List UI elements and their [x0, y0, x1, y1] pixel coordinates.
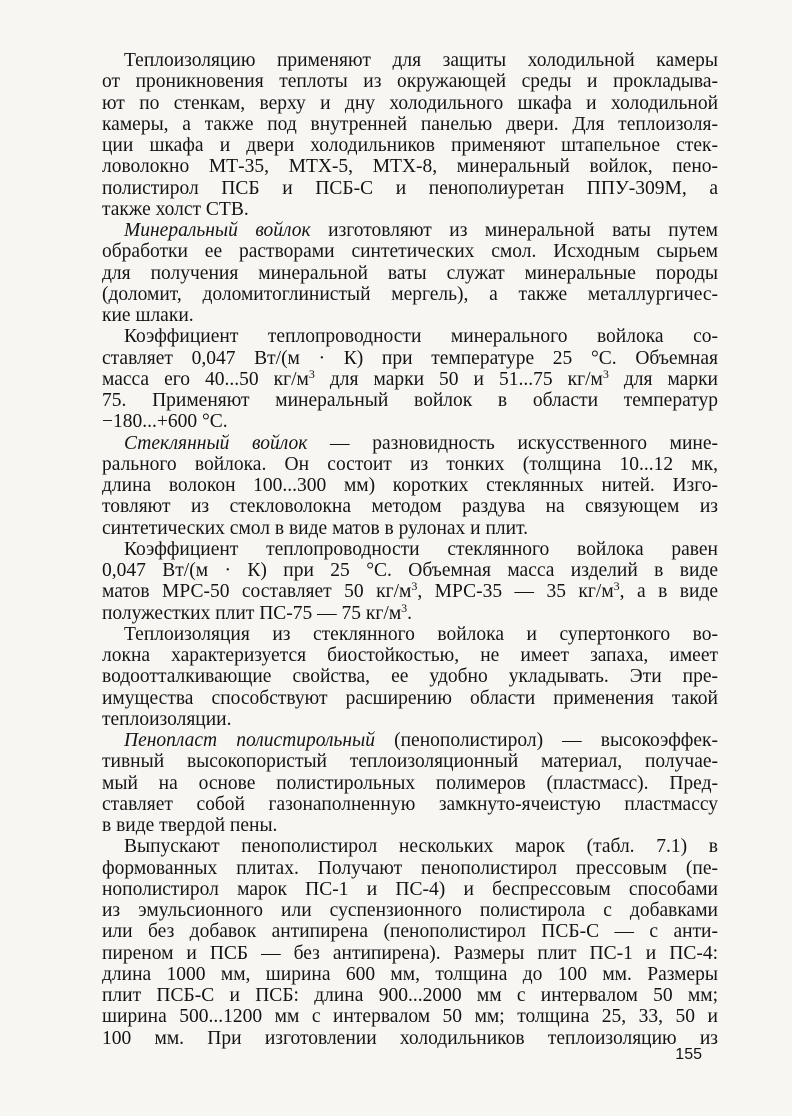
text-line: Теплоизоляция из стеклянного войлока и супертонкого во- — [124, 623, 718, 645]
text-line: тивный высокопористый теплоизоляционный материал, получае- — [102, 751, 718, 773]
text-line: пиреном и ПСБ — без антипирена). Размеры плит ПС-1 и ПС-4: — [102, 942, 718, 964]
text-line: ловолокно МТ-35, МТХ-5, МТХ-8, минеральный войлок, пено- — [102, 156, 718, 178]
text-line: 75. Применяют минеральный войлок в области температур — [102, 390, 718, 411]
text-line: водоотталкивающие свойства, ее удобно укладывать. Эти пре- — [102, 666, 718, 688]
text-line: Выпускают пенополистирол нескольких марок (табл. 7.1) в — [124, 836, 718, 858]
text-line: плит ПСБ-С и ПСБ: длина 900...2000 мм с интервалом 50 мм; — [102, 985, 718, 1006]
text-line: ции шкафа и двери холодильников применяют штапельное стек- — [102, 135, 718, 156]
text-line: Стеклянный войлок — разновидность искусственного мине- — [124, 432, 718, 454]
text-line: Коэффициент теплопроводности минерального войлока со- — [124, 326, 718, 348]
text-line: для получения минеральной ваты служат минеральные породы — [102, 262, 718, 284]
text-line: формованных плитах. Получают пенополистирол прессовым (пе- — [102, 857, 718, 879]
text-line: обработки ее растворами синтетических смол. Исходным сырьем — [102, 241, 718, 263]
text-line: мый на основе полистирольных полимеров (пластмасс). Пред- — [102, 772, 718, 794]
text-line: ставляет 0,047 Вт/(м · К) при температуре 25 °С. Объемная — [102, 347, 718, 369]
text-line: −180...+600 °С. — [102, 411, 228, 433]
text-line: 100 мм. При изготовлении холодильников теплоизоляцию из — [102, 1027, 718, 1049]
page-number: 155 — [675, 1046, 702, 1063]
text-line: от проникновения теплоты из окружающей среды и прокладыва- — [102, 71, 718, 93]
text-line: матов МРС-50 составляет 50 $кг/м^3$, МРС-35 — 35 $кг/м^3$, а в виде — [102, 579, 718, 603]
text-line: ют по стенкам, верху и дну холодильного шкафа и холодильной — [102, 92, 718, 114]
text-line: длина волокон 100...300 мм) коротких стеклянных нитей. Изго- — [102, 475, 718, 496]
text-line: синтетических смол в виде матов в рулонах и плит. — [102, 517, 529, 539]
text-line: 0,047 Вт/(м · К) при 25 °С. Объемная масса изделий в виде — [102, 560, 718, 581]
text-line: рального войлока. Он состоит из тонких (толщина 10...12 мк, — [102, 453, 718, 475]
text-line: Теплоизоляцию применяют для защиты холодильной камеры — [124, 50, 718, 71]
text-line: из эмульсионного или суспензионного полистирола с добавками — [102, 900, 718, 921]
text-line: нополистирол марок ПС-1 и ПС-4) и беспрессовым способами — [102, 878, 718, 900]
text-line: локна характеризуется биостойкостью, не имеет запаха, имеет — [102, 645, 718, 666]
text-line: также холст СТВ. — [102, 198, 249, 220]
text-line: ставляет собой газонаполненную замкнуто-ячеистую пластмассу — [102, 793, 718, 815]
text-line: полужестких плит ПС-75 — 75 $кг/м^3$. — [102, 600, 413, 624]
text-line: в виде твердой пены. — [102, 815, 278, 836]
text-line: (доломит, доломитоглинистый мергель), а также металлургичес- — [102, 283, 718, 305]
text-line: полистирол ПСБ и ПСБ-С и пенополиуретан ППУ-309М, а — [102, 177, 718, 199]
text-line: Минеральный войлок изготовляют из минеральной ваты путем — [124, 220, 718, 241]
text-line: Пенопласт полистирольный (пенополистирол) — высокоэффек- — [124, 730, 718, 751]
text-line: ширина 500...1200 мм с интервалом 50 мм; толщина 25, 33, 50 и — [102, 1006, 718, 1028]
text-line: длина 1000 мм, ширина 600 мм, толщина до 100 мм. Размеры — [102, 963, 718, 985]
text-line: камеры, а также под внутренней панелью двери. Для теплоизоля- — [102, 113, 718, 135]
text-line: масса его 40...50 $кг/м^3$ для марки 50 и 51...75 $кг/м^3$ для марки — [102, 366, 718, 390]
text-line: имущества способствуют расширению области применения такой — [102, 687, 718, 709]
text-line: Коэффициент теплопроводности стеклянного войлока равен — [124, 538, 718, 560]
text-line: товляют из стекловолокна методом раздува на связующем из — [102, 496, 718, 518]
body-text — [102, 50, 718, 1049]
text-line: теплоизоляции. — [102, 708, 232, 730]
text-line: или без добавок антипирена (пенополистирол ПСБ-С — с анти- — [102, 921, 718, 943]
text-line: кие шлаки. — [102, 305, 194, 326]
